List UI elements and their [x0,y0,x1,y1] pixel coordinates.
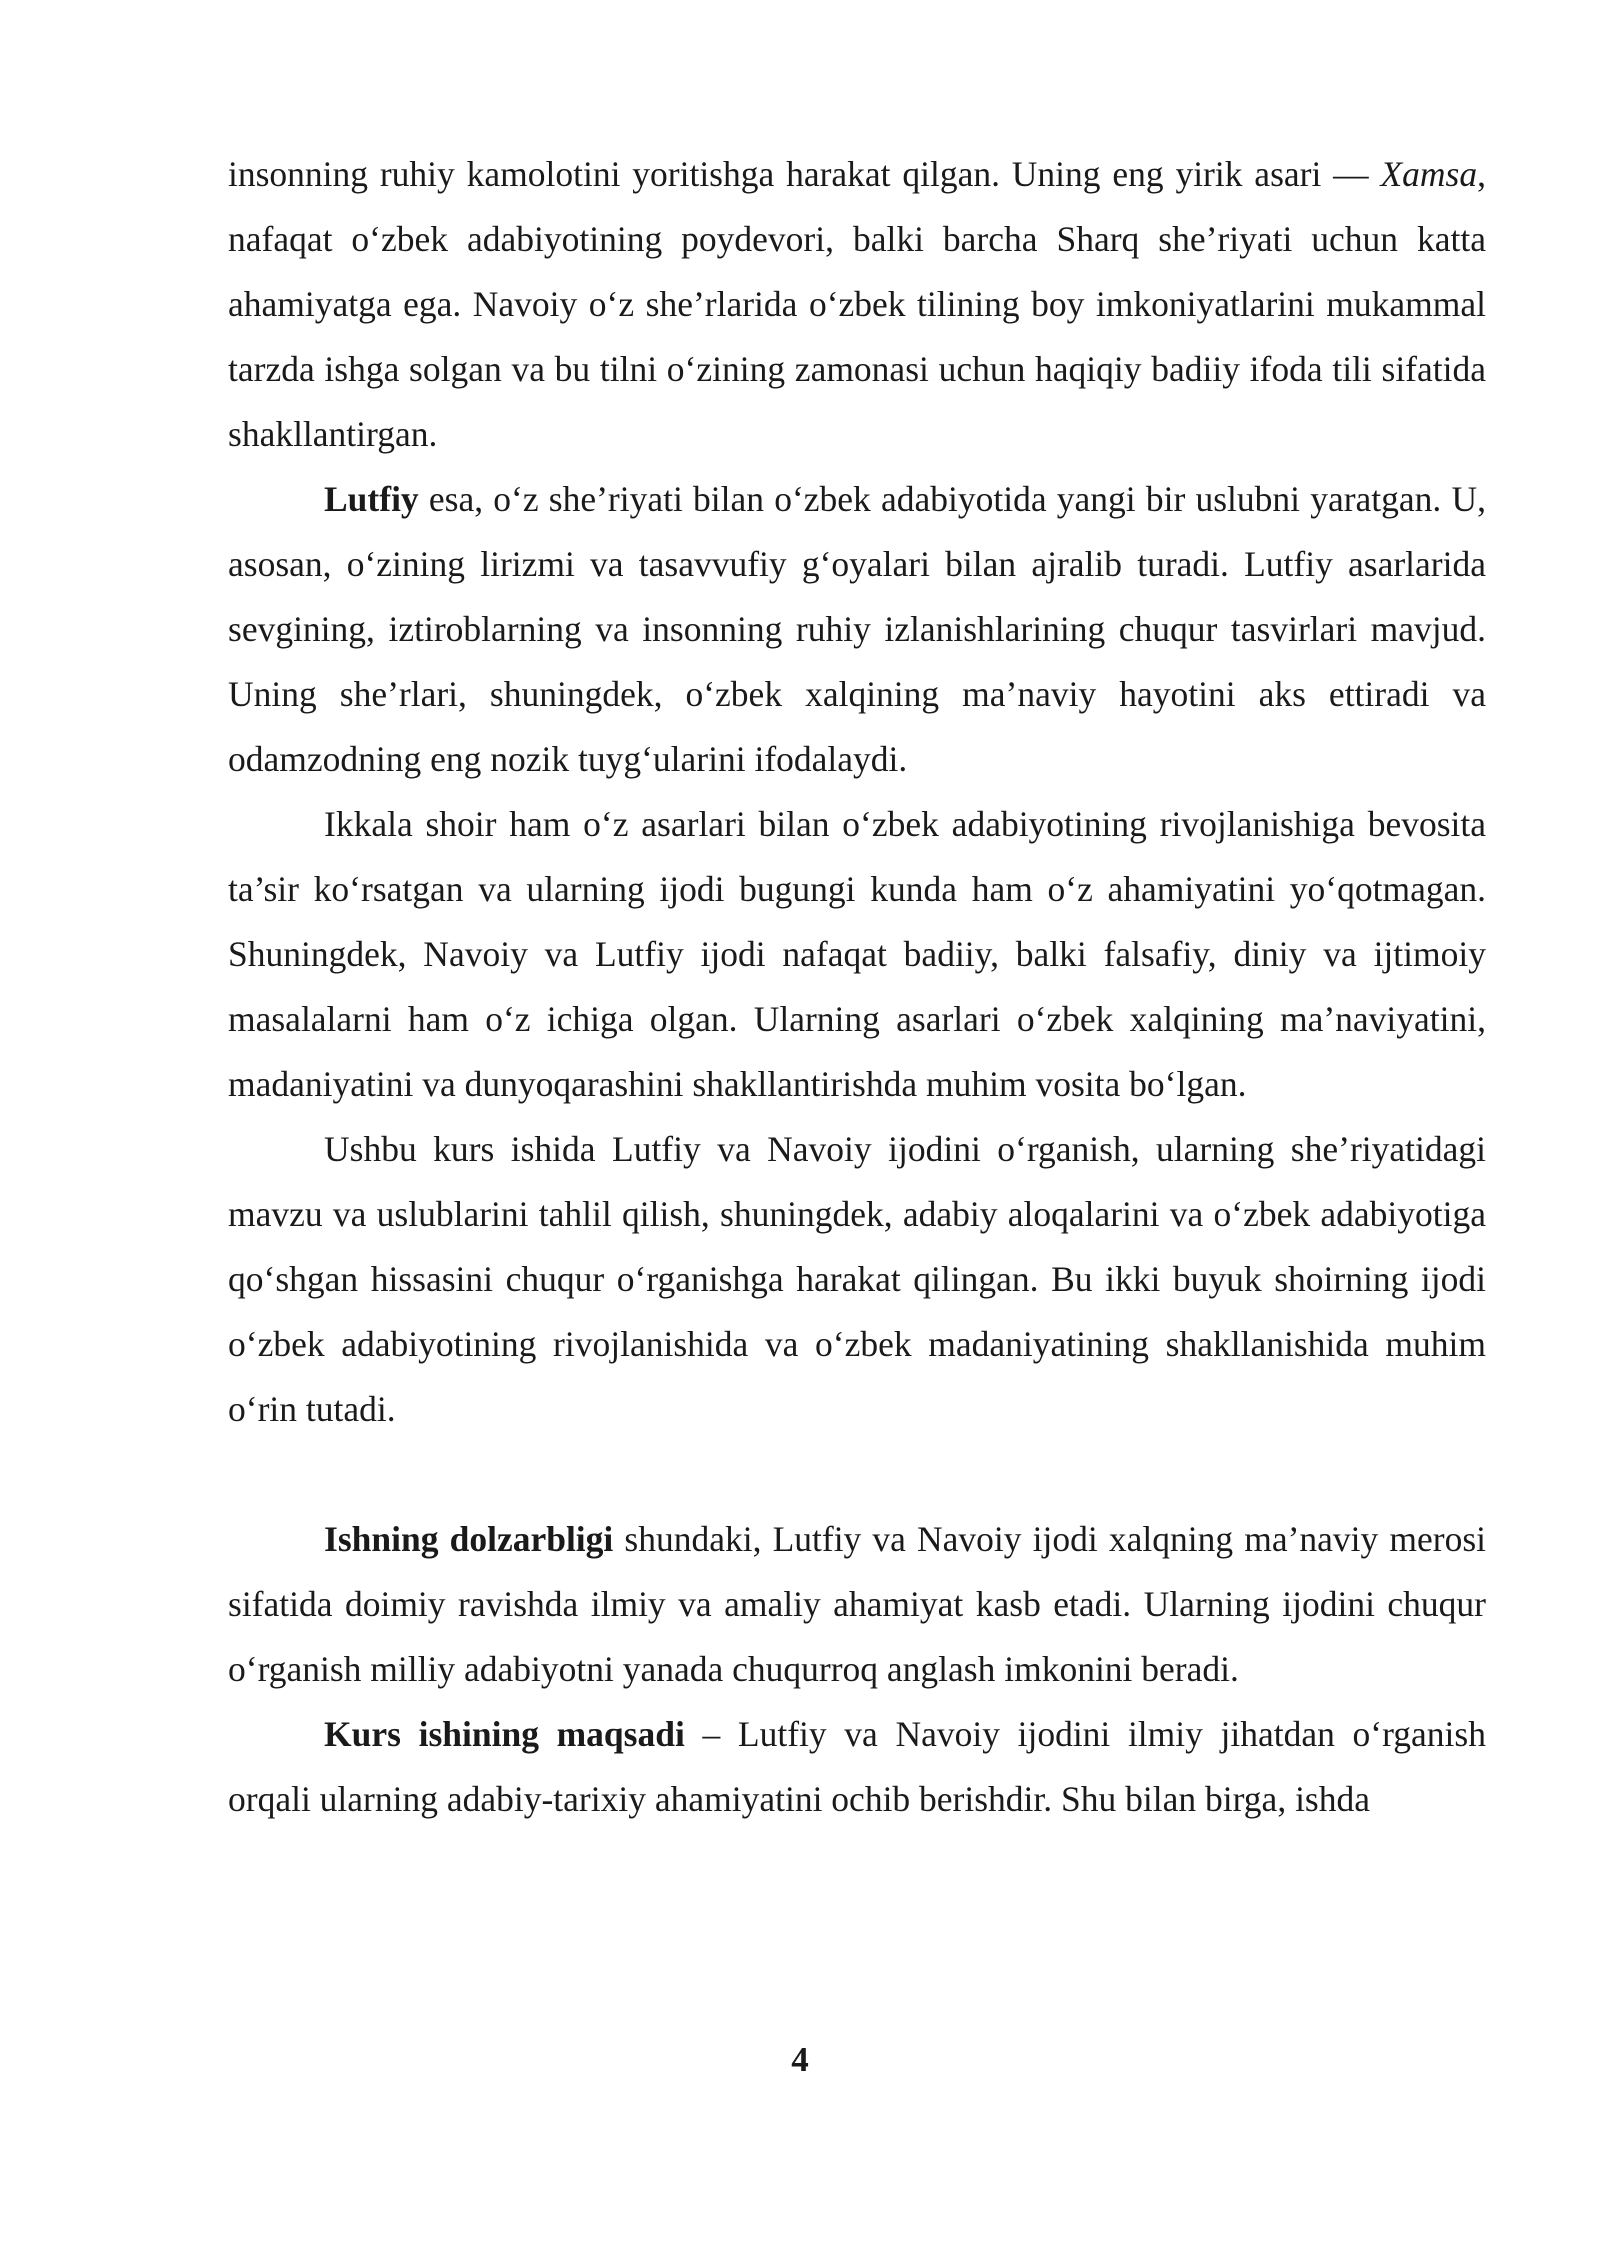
term-dolzarbligi: Ishning dolzarbligi [324,1519,614,1559]
paragraph-text: Ikkala shoir ham o‘z asarlari bilan o‘zbek adabiyotining rivojlanishiga bevosita ta’sir ko‘rsatgan va ularning ijodi bugungi kunda ham o‘z ahamiyatini yo‘qotmagan. Shuningdek, Navoiy va Lutfiy ijodi nafaqat badiiy, balki falsafiy, diniy va ijtimoiy masalalarni ham o‘z ichiga olgan. Ularning asarlari o‘zbek xalqining ma’naviyatini, madaniyatini va dunyoqarashini shakllantirishda muhim vosita bo‘lgan. [228,804,1486,1104]
paragraph-text: insonning ruhiy kamolotini yoritishga harakat qilgan. Uning eng yirik asari — [228,154,1381,194]
paragraph-text: Ushbu kurs ishida Lutfiy va Navoiy ijodini o‘rganish, ularning she’riyatidagi mavzu va uslublarini tahlil qilish, shuningdek, adabiy aloqalarini va o‘zbek adabiyotiga qo‘shgan hissasini chuqur o‘rganishga harakat qilingan. Bu ikki buyuk shoirning ijodi o‘zbek adabiyotining rivojlanishida va o‘zbek madaniyatining shakllanishida muhim o‘rin tutadi. [228,1129,1486,1429]
paragraph-text: esa, o‘z she’riyati bilan o‘zbek adabiyotida yangi bir uslubni yaratgan. U, asosan, o‘zining lirizmi va tasavvufiy g‘oyalari bilan ajralib turadi. Lutfiy asarlarida sevgining, iztiroblarning va insonning ruhiy izlanishlarining chuqur tasvirlari mavjud. Uning she’rlari, shuningdek, o‘zbek xalqining ma’naviy hayotini aks ettiradi va odamzodning eng nozik tuyg‘ularini ifodalaydi. [228,479,1486,779]
paragraph-text: , nafaqat o‘zbek adabiyotining poydevori, balki barcha Sharq she’riyati uchun katta ahamiyatga ega. Navoiy o‘z she’rlarida o‘zbek tilining boy imkoniyatlarini mukammal tarzda ishga solgan va bu tilni o‘zining zamonasi uchun haqiqiy badiiy ifoda tili sifatida shakllantirgan. [228,154,1486,454]
paragraph-dolzarbligi [228,1507,1486,1702]
paragraph-navoiy-xamsa [228,142,1486,467]
term-lutfiy: Lutfiy [324,479,419,519]
paragraph-kurs-ishi [228,1117,1486,1442]
paragraph-text: – Lutfiy va Navoiy ijodini ilmiy jihatdan o‘rganish orqali ularning adabiy-tarixiy ahamiyatini ochib berishdir. Shu bilan birga, ishda [228,1714,1486,1819]
term-maqsadi: Kurs ishining maqsadi [324,1714,685,1754]
paragraph-ikkala-shoir [228,792,1486,1117]
work-title-xamsa: Xamsa [1380,154,1478,194]
paragraph-lutfiy [228,467,1486,792]
page-body [228,142,1486,1832]
paragraph-maqsadi [228,1702,1486,1832]
page-number: 4 [791,2040,809,2079]
paragraph-text: shundaki, Lutfiy va Navoiy ijodi xalqning ma’naviy merosi sifatida doimiy ravishda ilmiy va amaliy ahamiyat kasb etadi. Ularning ijodini chuqur o‘rganish milliy adabiyotni yanada chuqurroq anglash imkonini beradi. [228,1519,1486,1689]
